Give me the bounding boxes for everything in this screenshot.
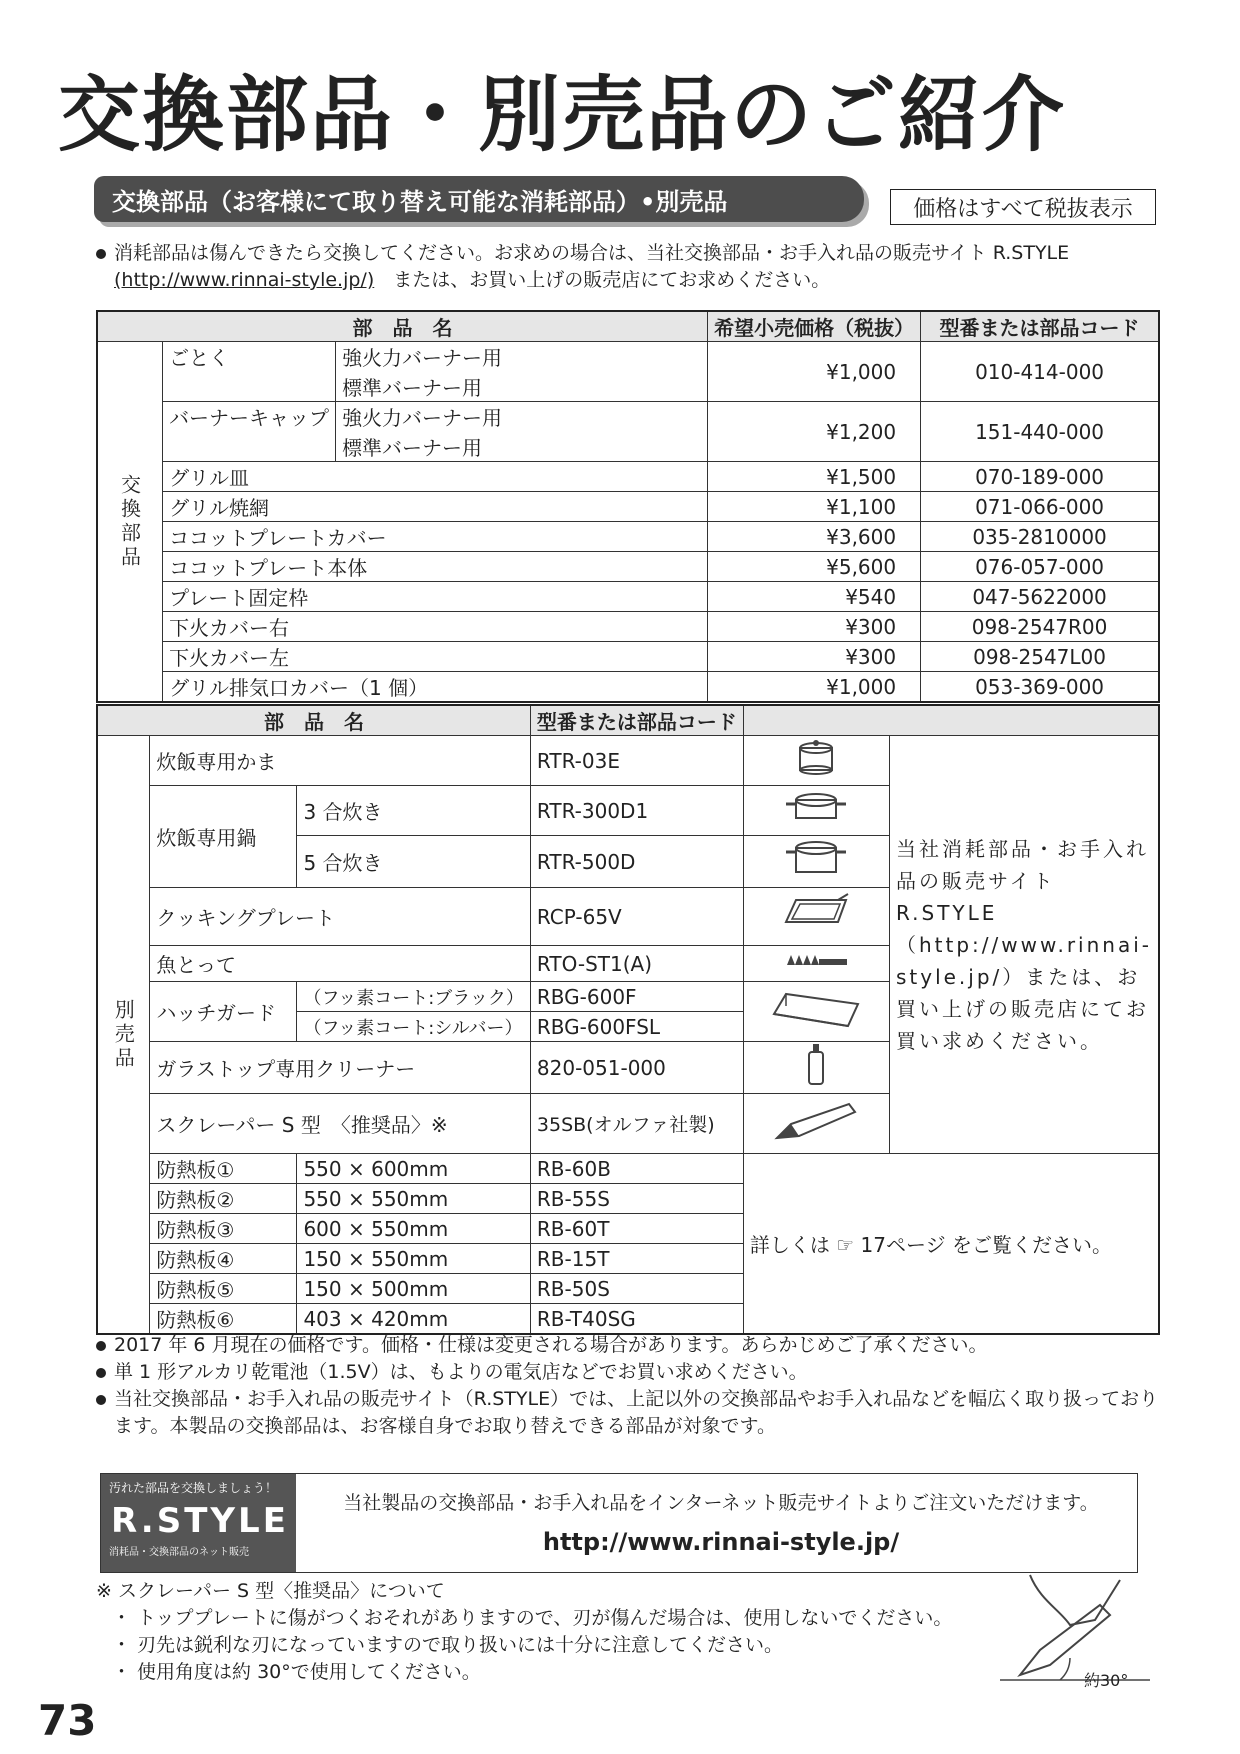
scraper-image [743, 1094, 889, 1154]
scraper-note-item: ・ トッププレートに傷がつくおそれがありますので、刃が傷んだ場合は、使用しないでください。 [112, 1607, 953, 1629]
heat-plate-code: RB-60B [530, 1154, 743, 1184]
intro-line1: 消耗部品は傷んできたら交換してください。お求めの場合は、当社交換部品・お手入れ品の販売サイト R.STYLE [114, 242, 1070, 264]
accessory-name: クッキングプレート [150, 888, 531, 946]
accessory-name: ハッチガード [150, 982, 297, 1042]
accessory-code: RBG-600FSL [530, 1012, 743, 1042]
heat-plate-name: 防熱板② [150, 1184, 297, 1214]
table-row [97, 672, 1159, 703]
table-row [97, 1154, 1159, 1184]
part-sub: 強火力バーナー用 [336, 402, 708, 432]
part-code: 070-189-000 [921, 462, 1159, 492]
rstyle-logo[interactable]: 汚れた部品を交換しましょう！ R.STYLE 消耗品・交換部品のネット販売 [101, 1474, 296, 1572]
part-price: ¥3,600 [708, 522, 921, 552]
rice-pan-3-image [743, 786, 889, 836]
intro-note [96, 240, 1166, 294]
part-price: ¥300 [708, 642, 921, 672]
accessory-sub: （フッ素コート:シルバー） [297, 1012, 530, 1042]
accessory-name: 炊飯専用鍋 [150, 786, 297, 888]
part-price: ¥540 [708, 582, 921, 612]
bullet-icon [96, 1341, 106, 1351]
heat-plate-code: RB-T40SG [530, 1304, 743, 1335]
bullet-icon [96, 1368, 106, 1378]
part-code: 047-5622000 [921, 582, 1159, 612]
exchange-parts-table [96, 310, 1160, 703]
accessory-code: RTR-300D1 [530, 786, 743, 836]
tax-note-box: 価格はすべて税抜表示 [890, 189, 1156, 225]
part-code: 010-414-000 [921, 342, 1159, 402]
heat-plate-name: 防熱板⑥ [150, 1304, 297, 1335]
accessory-code: RTR-03E [530, 736, 743, 786]
heat-plate-size: 550 × 550mm [297, 1184, 530, 1214]
accessory-sub: （フッ素コート:ブラック） [297, 982, 530, 1012]
rstyle-message: 当社製品の交換部品・お手入れ品をインターネット販売サイトよりご注文いただけます。 [343, 1492, 1099, 1514]
part-code: 098-2547R00 [921, 612, 1159, 642]
scraper-note-item: ・ 使用角度は約 30°で使用してください。 [112, 1661, 481, 1683]
rice-pot-image [743, 736, 889, 786]
table-row [97, 402, 1159, 432]
rstyle-url[interactable]: http://www.rinnai-style.jp/ [542, 1528, 900, 1556]
part-price: ¥5,600 [708, 552, 921, 582]
part-code: 053-369-000 [921, 672, 1159, 703]
part-price: ¥1,100 [708, 492, 921, 522]
heat-plate-name: 防熱板⑤ [150, 1274, 297, 1304]
heat-plate-size: 150 × 550mm [297, 1244, 530, 1274]
header-part-name: 部 品 名 [97, 311, 708, 342]
accessory-code: 820-051-000 [530, 1042, 743, 1094]
heat-plate-code: RB-55S [530, 1184, 743, 1214]
heat-plate-size: 550 × 600mm [297, 1154, 530, 1184]
rstyle-banner [100, 1473, 1138, 1573]
scraper-heading: ※ スクレーパー S 型〈推奨品〉について [96, 1580, 445, 1602]
header-empty [743, 705, 1159, 736]
footer-notes [96, 1332, 1166, 1440]
accessory-code: RBG-600F [530, 982, 743, 1012]
section-banner: 交換部品（お客様にて取り替え可能な消耗部品）•別売品 [94, 176, 864, 222]
note-item: 2017 年 6 月現在の価格です。価格・仕様は変更される場合があります。あらかじめご了承ください。 [96, 1332, 1166, 1359]
table-row [97, 342, 1159, 372]
cleaner-bottle-image [743, 1042, 889, 1094]
page-number: 73 [38, 1696, 97, 1745]
part-name: グリル皿 [163, 462, 708, 492]
accessories-table [96, 704, 1160, 1335]
heat-plate-code: RB-50S [530, 1274, 743, 1304]
table-row [97, 462, 1159, 492]
part-name: ごとく [163, 342, 336, 402]
accessory-name: スクレーパー S 型 〈推奨品〉※ [150, 1094, 531, 1154]
heat-plate-size: 403 × 420mm [297, 1304, 530, 1335]
scraper-notes [96, 1578, 952, 1686]
part-name: グリル排気口カバー（1 個） [163, 672, 708, 703]
heat-plate-code: RB-15T [530, 1244, 743, 1274]
accessory-code: RTR-500D [530, 836, 743, 888]
part-price: ¥1,500 [708, 462, 921, 492]
part-code: 035-2810000 [921, 522, 1159, 552]
table-row [97, 736, 1159, 786]
part-name: ココットプレートカバー [163, 522, 708, 552]
accessory-name: 魚とって [150, 946, 531, 982]
accessory-code: 35SB(オルファ社製) [530, 1094, 743, 1154]
part-name: グリル焼網 [163, 492, 708, 522]
part-price: ¥1,000 [708, 672, 921, 703]
header-code: 型番または部品コード [921, 311, 1159, 342]
heat-plate-name: 防熱板③ [150, 1214, 297, 1244]
part-sub: 標準バーナー用 [336, 432, 708, 462]
note-item: 当社交換部品・お手入れ品の販売サイト（R.STYLE）では、上記以外の交換部品やお手入れ品などを幅広く取り扱っております。本製品の交換部品は、お客様自身でお取り替えできる部品が対象です。 [96, 1386, 1166, 1440]
part-name: 下火カバー左 [163, 642, 708, 672]
heat-plate-size: 600 × 550mm [297, 1214, 530, 1244]
note-item: 単 1 形アルカリ乾電池（1.5V）は、もよりの電気店などでお買い求めください。 [96, 1359, 1166, 1386]
intro-line2: または、お買い上げの販売店にてお求めください。 [393, 269, 831, 291]
accessory-name: ガラストップ専用クリーナー [150, 1042, 531, 1094]
accessory-sub: 5 合炊き [297, 836, 530, 888]
heat-plate-name: 防熱板④ [150, 1244, 297, 1274]
heat-plate-note[interactable]: 詳しくは ☞ 17ページ をご覧ください。 [743, 1154, 1159, 1335]
part-price: ¥300 [708, 612, 921, 642]
table-row [97, 552, 1159, 582]
bullet-icon [96, 249, 106, 259]
part-price: ¥1,200 [708, 402, 921, 462]
part-sub: 強火力バーナー用 [336, 342, 708, 372]
table-row [97, 642, 1159, 672]
part-code: 151-440-000 [921, 402, 1159, 462]
part-name: ココットプレート本体 [163, 552, 708, 582]
group-label-accessories: 別売品 [97, 736, 150, 1335]
table-row [97, 612, 1159, 642]
part-name: 下火カバー右 [163, 612, 708, 642]
table-row [97, 522, 1159, 552]
scraper-angle-illustration [1000, 1570, 1160, 1690]
accessory-code: RCP-65V [530, 888, 743, 946]
intro-url[interactable]: (http://www.rinnai-style.jp/) [114, 269, 375, 291]
heat-plate-name: 防熱板① [150, 1154, 297, 1184]
cooking-plate-image [743, 888, 889, 946]
part-code: 076-057-000 [921, 552, 1159, 582]
accessory-sub: 3 合炊き [297, 786, 530, 836]
part-code: 071-066-000 [921, 492, 1159, 522]
part-name: バーナーキャップ [163, 402, 336, 462]
table-row [97, 582, 1159, 612]
page-title: 交換部品・別売品のご紹介 [58, 67, 1067, 163]
header-code-2: 型番または部品コード [530, 705, 743, 736]
table-row [97, 492, 1159, 522]
bullet-icon [96, 1395, 106, 1405]
accessory-code: RTO-ST1(A) [530, 946, 743, 982]
fish-turner-image [743, 946, 889, 982]
angle-label: 約30° [1084, 1671, 1129, 1690]
header-part-name-2: 部 品 名 [97, 705, 530, 736]
part-code: 098-2547L00 [921, 642, 1159, 672]
hatch-guard-image [743, 982, 889, 1042]
header-price: 希望小売価格（税抜） [708, 311, 921, 342]
heat-plate-code: RB-60T [530, 1214, 743, 1244]
scraper-note-item: ・ 刃先は鋭利な刃になっていますので取り扱いには十分に注意してください。 [112, 1634, 784, 1656]
group-label-exchange: 交換部品 [97, 342, 163, 703]
purchase-side-note: 当社消耗部品・お手入れ品の販売サイト R.STYLE（http://www.rinnai-style.jp/）または、お買い上げの販売店にてお買い求めください。 [889, 736, 1159, 1154]
accessory-name: 炊飯専用かま [150, 736, 531, 786]
rice-pan-5-image [743, 836, 889, 888]
heat-plate-size: 150 × 500mm [297, 1274, 530, 1304]
part-price: ¥1,000 [708, 342, 921, 402]
part-name: プレート固定枠 [163, 582, 708, 612]
part-sub: 標準バーナー用 [336, 372, 708, 402]
